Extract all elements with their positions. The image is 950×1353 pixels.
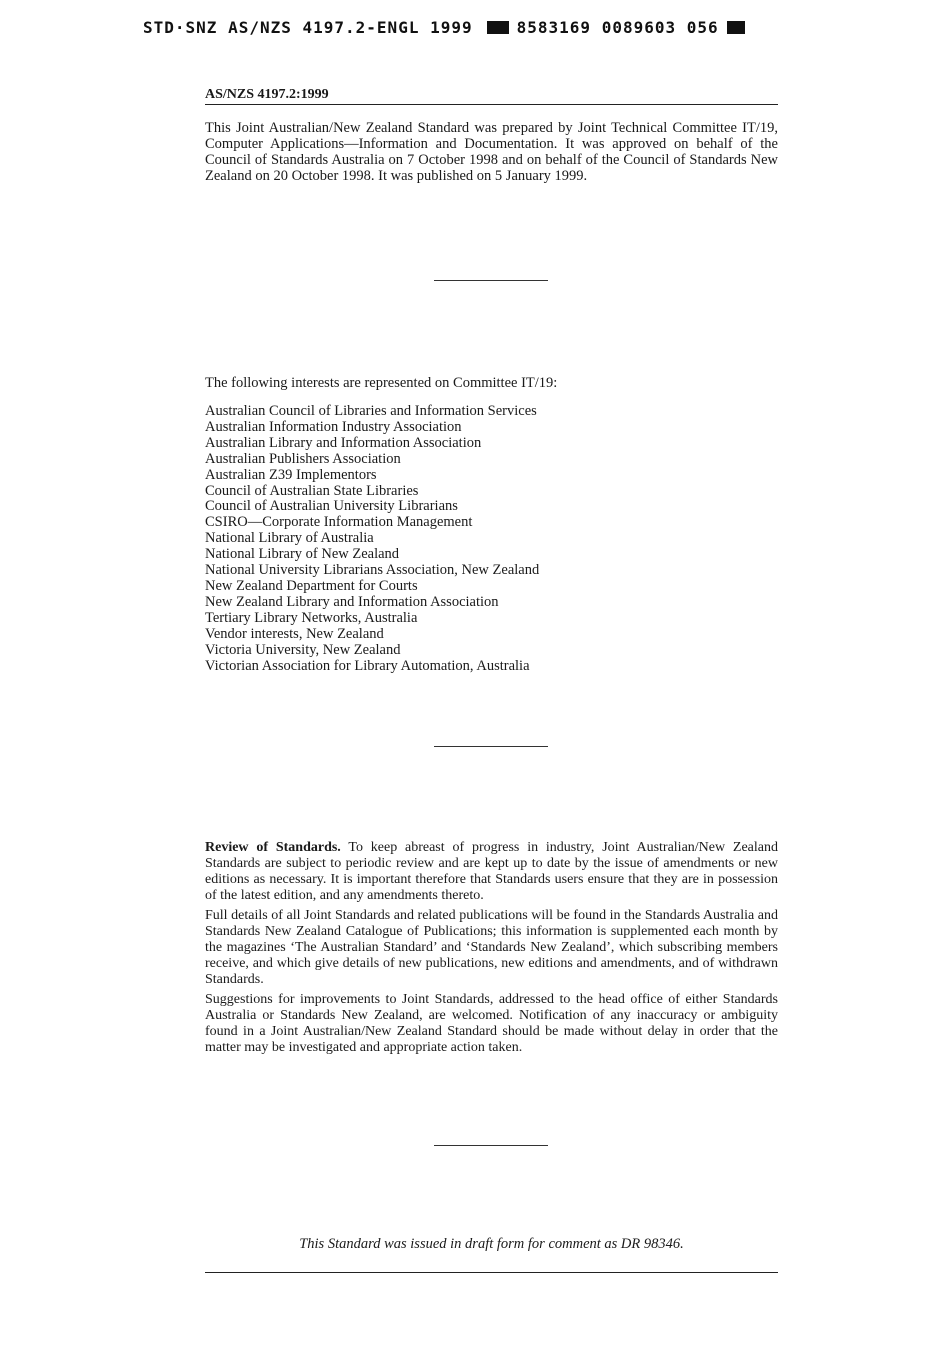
list-item: Australian Council of Libraries and Information Services [205,403,537,419]
scan-header [143,18,803,37]
list-item: National Library of New Zealand [205,546,400,563]
committee-intro: The following interests are represented on Committee IT/19: [205,375,558,391]
list-item: Victorian Association for Library Automation, Australia [205,657,530,674]
review-paragraph-1-text: To keep abreast of progress in industry, Joint Australian/New Zealand Standards are subject to periodic review and are kept up to date by the issue of amendments or new editions as necessary. It is important therefore that Standards users ensure that they are in possession of the latest edition, and any amendments thereto. [205,840,779,903]
draft-note: This Standard was issued in draft form for comment as DR 98346. [299,1236,684,1252]
review-paragraph-1 [205,840,778,904]
list-item: Australian Publishers Association [205,450,401,467]
list-item: New Zealand Department for Courts [205,577,418,594]
list-item: CSIRO—Corporate Information Management [205,514,473,531]
list-item: Australian Z39 Implementors [205,466,377,483]
scan-header-right-text: 8583169 0089603 056 [516,18,719,37]
list-item: National Library of Australia [205,530,374,547]
header-rule [205,104,778,105]
list-item: Victoria University, New Zealand [205,641,401,658]
section-divider-3 [434,1145,548,1146]
scan-header-left-text: STD·SNZ AS/NZS 4197.2-ENGL 1999 [143,18,473,37]
committee-interest-list [205,404,539,674]
footer-rule [205,1272,778,1273]
list-item: New Zealand Library and Information Association [205,593,499,610]
list-item: Council of Australian State Libraries [205,482,419,499]
preparation-statement: This Joint Australian/New Zealand Standard was prepared by Joint Technical Committee IT/19, Computer Applications—Information and Documentation. It was approved on behalf of the Council of Standards Australia on 7 October 1998 and on behalf of the Council of Standards New Zealand on 20 October 1998. It was published on 5 January 1999. [205,120,778,184]
list-item: Vendor interests, New Zealand [205,625,384,642]
section-divider-2 [434,746,548,747]
list-item: Tertiary Library Networks, Australia [205,609,418,626]
section-divider-1 [434,280,548,281]
list-item: Australian Information Industry Association [205,418,462,435]
list-item: Council of Australian University Librarians [205,498,458,515]
review-heading: Review of Standards. [205,840,341,855]
list-item: National University Librarians Association, New Zealand [205,562,540,579]
scan-block-mark-end [727,21,745,34]
standard-number: AS/NZS 4197.2:1999 [205,87,329,102]
review-paragraph-2: Full details of all Joint Standards and related publications will be found in the Standards Australia and Standards New Zealand Catalogue of Publications; this information is supplemented each month by the magazines ‘The Australian Standard’ and ‘Standards New Zealand’, which subscribing members receive, and which give details of new publications, new editions and amendments, and of withdrawn Standards. [205,908,778,987]
list-item: Australian Library and Information Association [205,434,482,451]
scan-block-mark [487,21,509,34]
review-paragraph-3: Suggestions for improvements to Joint Standards, addressed to the head office of either Standards Australia or Standards New Zealand, are welcomed. Notification of any inaccuracy or ambiguity found in a Joint Australian/New Zealand Standard should be made without delay in order that the matter may be investigated and appropriate action taken. [205,992,778,1055]
